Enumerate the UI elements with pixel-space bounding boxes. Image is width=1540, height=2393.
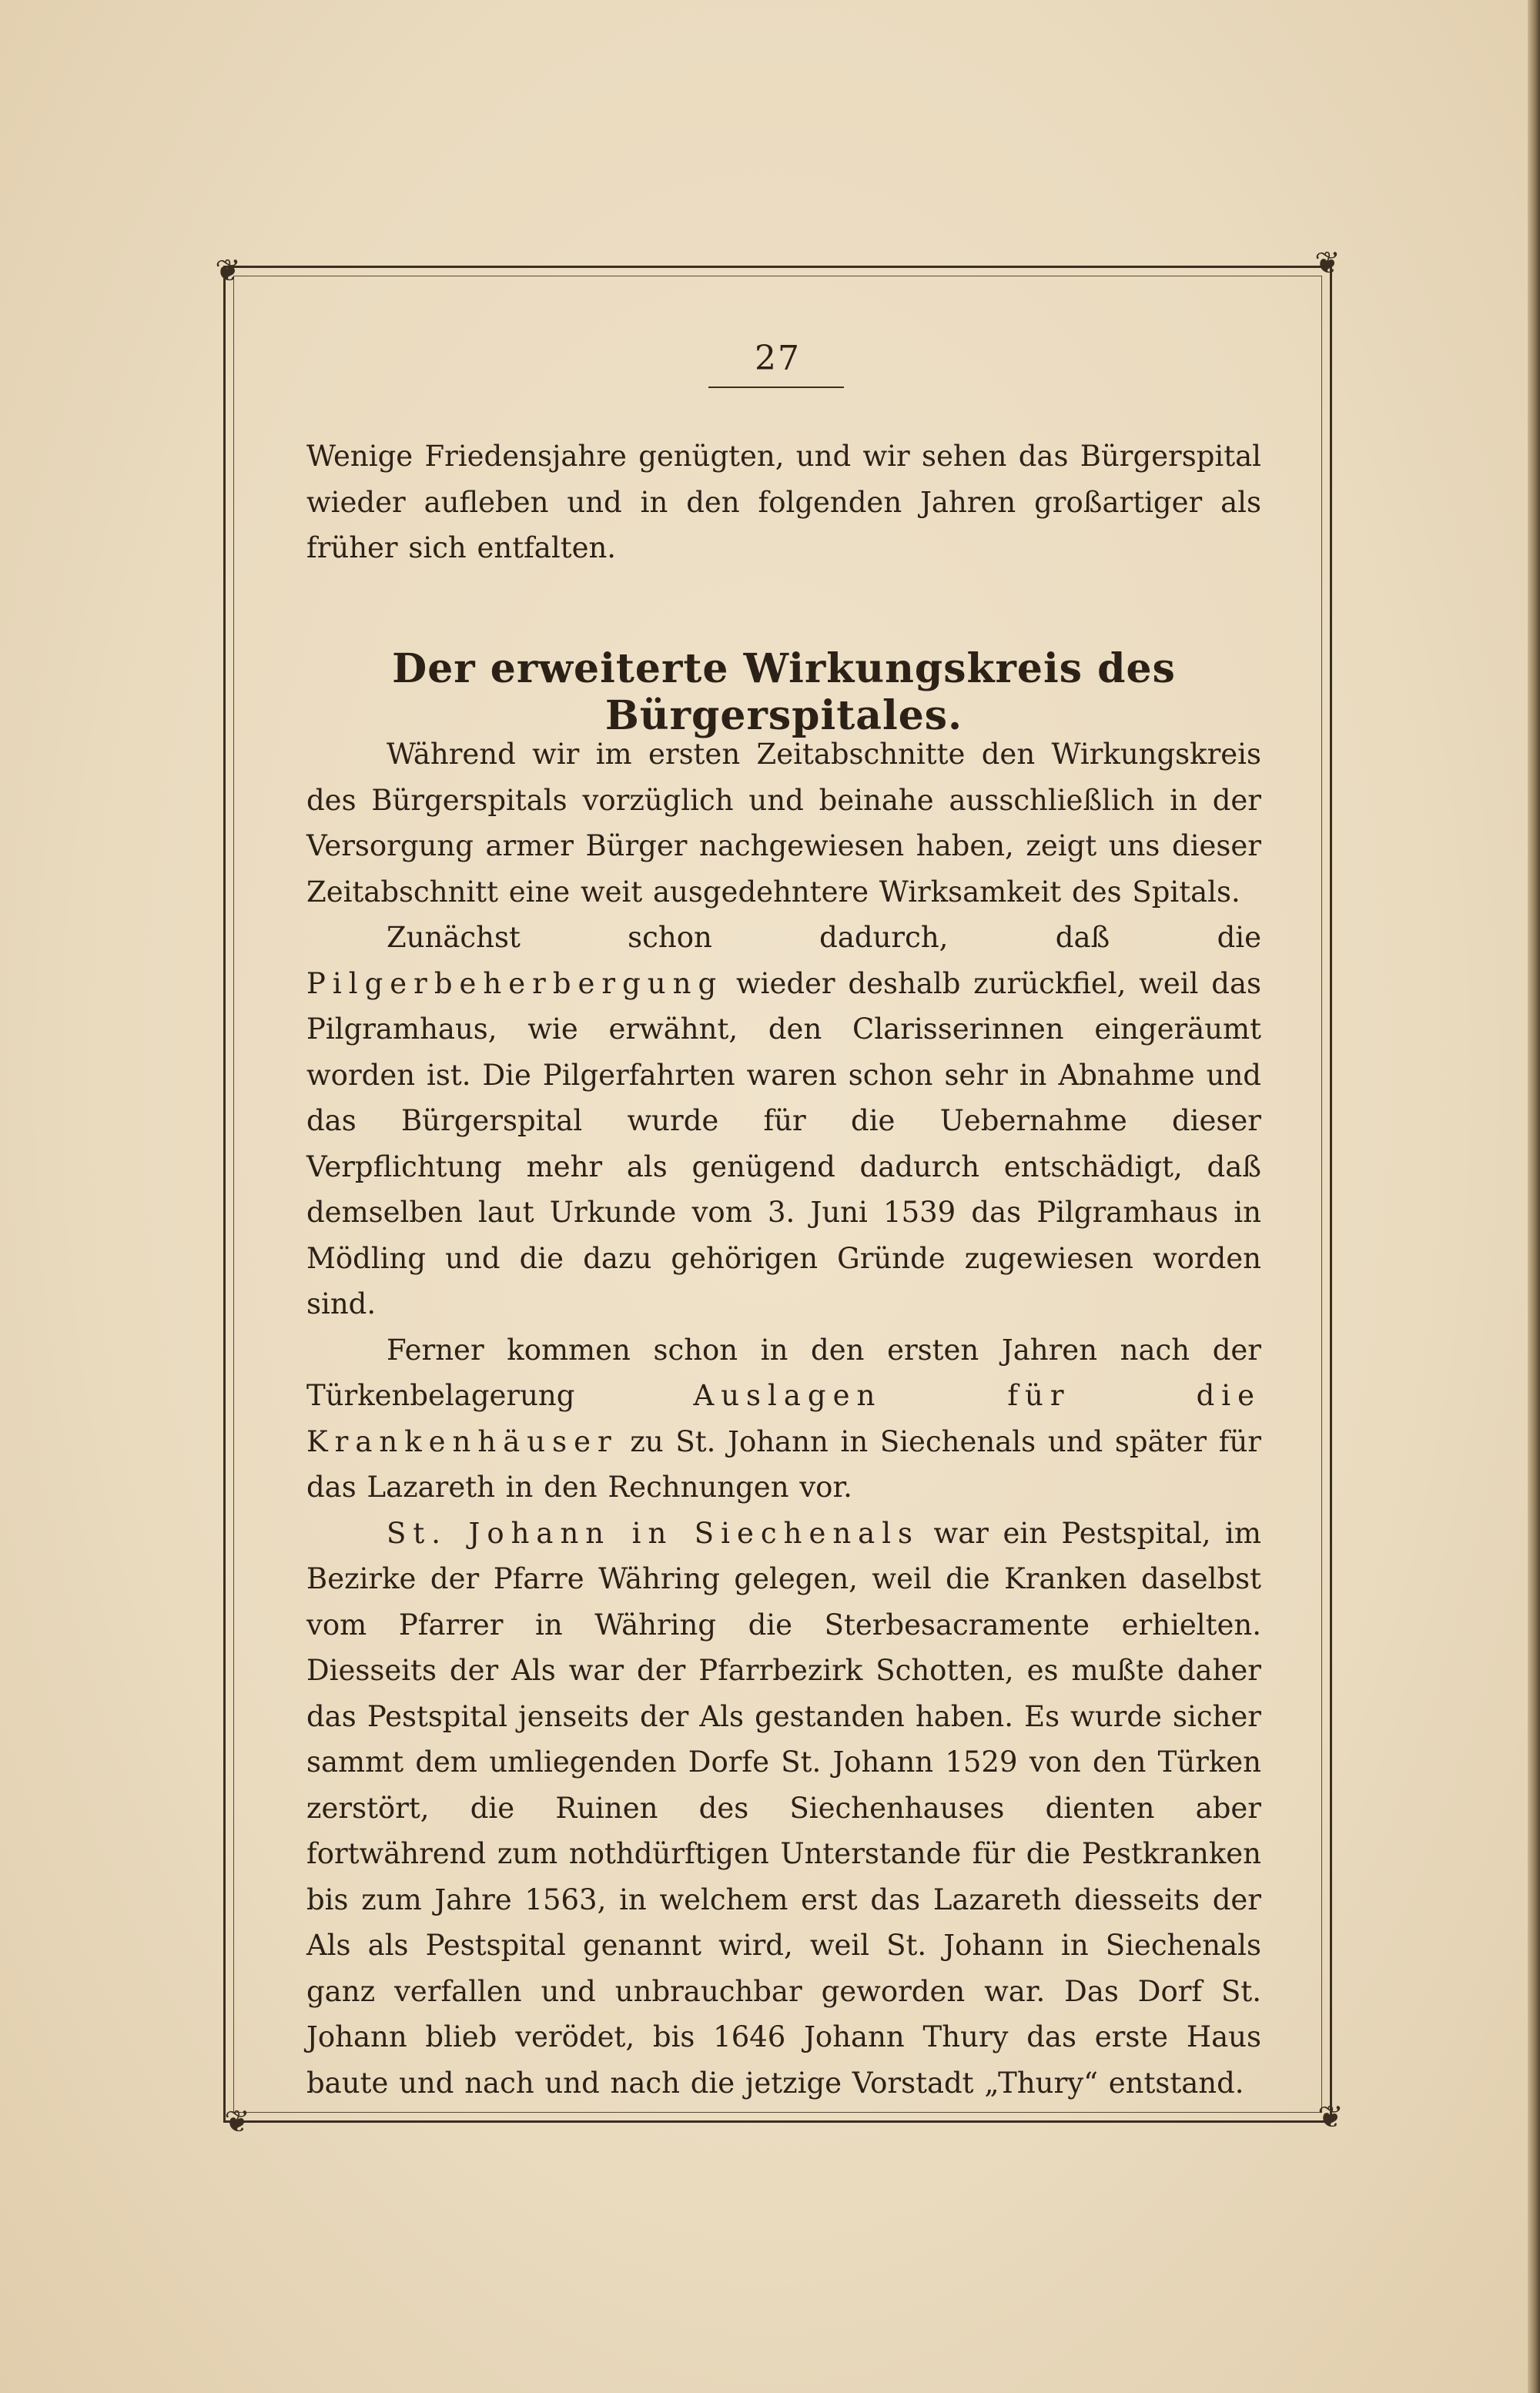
paragraph-2-after: wieder deshalb zurückfiel, weil das Pilgramhaus, wie erwähnt, den Clarisserinnen eingeräumt worden ist. Die Pilgerfahrten waren schon sehr in Abnahme und das Bürgerspital wurde für die Uebernahme dieser Verpflichtung mehr als genügend dadurch entschädigt, daß demselben laut Urkunde vom 3. Juni 1539 das Pilgramhaus in Mödling und die dazu gehörigen Gründe zugewiesen worden sind. bbox=[306, 966, 1261, 1320]
paragraph-1 bbox=[306, 731, 1261, 915]
book-spine-edge bbox=[1528, 0, 1540, 2393]
paragraph-1-text: Während wir im ersten Zeitabschnitte den Wirkungskreis des Bürgerspitals vorzüglich und beinahe ausschließlich in der Versorgung armer Bürger nachgewiesen haben, zeigt uns dieser Zeitabschnitt eine weit ausgedehntere Wirksamkeit des Spitals. bbox=[306, 738, 1261, 909]
paragraph-4 bbox=[306, 1511, 1261, 2107]
intro-paragraph bbox=[306, 433, 1261, 571]
page-number: 27 bbox=[755, 339, 801, 378]
paragraph-2-before: Zunächst schon dadurch, daß die bbox=[387, 921, 1261, 954]
paragraph-2 bbox=[306, 915, 1261, 1327]
paragraph-3-after: zu St. Johann in Siechenals und später für das Lazareth in den Rechnungen vor. bbox=[306, 1424, 1261, 1504]
corner-ornament-icon: ❦ bbox=[224, 2104, 250, 2140]
corner-ornament-icon: ❦ bbox=[1317, 2100, 1344, 2135]
paragraph-2-spaced: Pilgerbeherbergung bbox=[306, 966, 724, 1000]
corner-ornament-icon: ❦ bbox=[1314, 246, 1341, 281]
paragraph-3 bbox=[306, 1327, 1261, 1511]
paragraph-4-after: war ein Pestspital, im Bezirke der Pfarre Währing gelegen, weil die Kranken daselbst vom Pfarrer in Währing die Sterbesacramente erhielten. Diesseits der Als war der Pfarrbezirk Schotten, es mußte daher das Pestspital jenseits der Als gestanden haben. Es wurde sicher sammt dem umliegenden Dorfe St. Johann 1529 von den Türken zerstört, die Ruinen des Siechenhauses dienten aber fortwährend zum nothdürftigen Unterstande für die Pestkranken bis zum Jahre 1563, in welchem erst das Lazareth diesseits der Als als Pestspital genannt wird, weil St. Johann in Siechenals ganz verfallen und unbrauchbar geworden war. Das Dorf St. Johann blieb verödet, bis 1646 Johann Thury das erste Haus baute und nach und nach die jetzige Vorstadt „Thury“ entstand. bbox=[306, 1516, 1261, 2100]
intro-text: Wenige Friedensjahre genügten, und wir sehen das Bürgerspital wieder aufleben und in den folgenden Jahren großartiger als früher sich entfalten. bbox=[306, 440, 1261, 564]
paragraph-3-before: Ferner kommen schon in den ersten Jahren nach der Türkenbelagerung bbox=[306, 1333, 1261, 1412]
section-heading: Der erweiterte Wirkungskreis des Bürgerspitales. bbox=[392, 645, 1176, 739]
paragraph-4-spaced: St. Johann in Siechenals bbox=[387, 1516, 920, 1550]
paragraph-3-spaced: Auslagen für die Krankenhäuser bbox=[306, 1379, 1261, 1458]
body-text bbox=[306, 731, 1261, 2106]
page-number-rule bbox=[708, 387, 844, 388]
corner-ornament-icon: ❦ bbox=[215, 253, 241, 289]
